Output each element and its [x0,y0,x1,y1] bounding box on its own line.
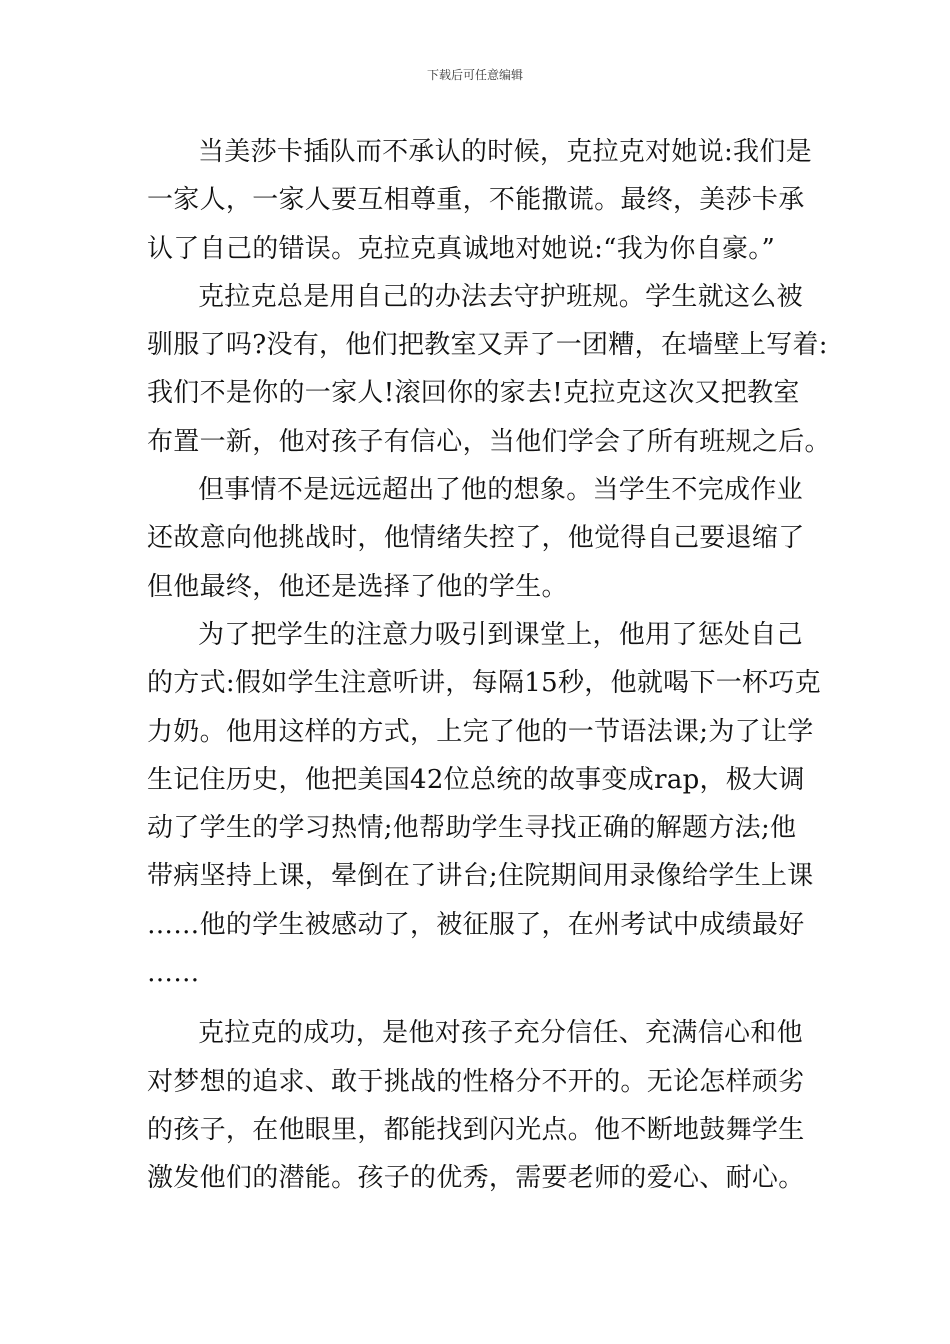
text-line: 一家人，一家人要互相尊重，不能撒谎。最终，美莎卡承 [147,185,805,216]
text-line: 带病坚持上课，晕倒在了讲台;住院期间用录像给学生上课 [147,861,814,892]
body-text [147,128,831,1203]
text-line: 我们不是你的一家人!滚回你的家去!克拉克这次又把教室 [147,378,800,409]
text-line: …… [147,958,200,989]
text-line: 对梦想的追求、敢于挑战的性格分不开的。无论怎样顽劣 [147,1066,805,1097]
paragraph [147,128,817,273]
text-line: 驯服了吗?没有，他们把教室又弄了一团糟，在墙壁上写着: [147,330,828,361]
text-line: 动了学生的学习热情;他帮助学生寻找正确的解题方法;他 [147,813,797,844]
text-line: 当美莎卡插队而不承认的时候，克拉克对她说:我们是 [198,137,812,167]
text-line: 激发他们的潜能。孩子的优秀，需要老师的爱心、耐心。 [147,1163,805,1194]
text-line: ……他的学生被感动了，被征服了，在州考试中成绩最好 [147,909,805,940]
paragraph [147,466,817,611]
text-line: 的方式:假如学生注意听讲，每隔15秒，他就喝下一杯巧克 [147,668,821,699]
text-line: 但他最终，他还是选择了他的学生。 [147,571,568,602]
text-line: 的孩子，在他眼里，都能找到闪光点。他不断地鼓舞学生 [147,1114,805,1145]
text-line: 但事情不是远远超出了他的想象。当学生不完成作业 [198,475,803,506]
text-line: 力奶。他用这样的方式，上完了他的一节语法课;为了让学 [147,716,814,747]
paragraph [147,273,831,466]
text-line: 认了自己的错误。克拉克真诚地对她说:“我为你自豪。” [147,233,776,264]
text-line: 还故意向他挑战时，他情绪失控了，他觉得自己要退缩了 [147,523,805,554]
text-line: 生记住历史，他把美国42位总统的故事变成rap，极大调 [147,764,805,795]
paragraph-spacer [147,997,817,1009]
text-line: 为了把学生的注意力吸引到课堂上，他用了惩处自己 [198,619,803,650]
paragraph [147,611,821,997]
text-line: 布置一新，他对孩子有信心，当他们学会了所有班规之后。 [147,426,831,457]
paragraph [147,1009,817,1202]
text-line: 克拉克总是用自己的办法去守护班规。学生就这么被 [198,281,803,312]
page-header-note: 下载后可任意编辑 [426,68,523,82]
text-line: 克拉克的成功，是他对孩子充分信任、充满信心和他 [198,1018,803,1049]
